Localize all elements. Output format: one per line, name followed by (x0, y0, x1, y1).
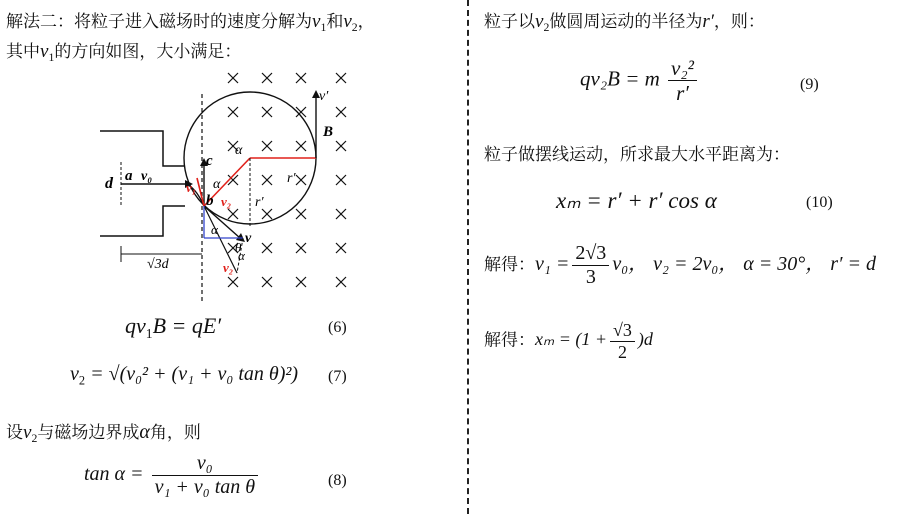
cycloid-statement: 粒子做摆线运动，所求最大水平距离为： (484, 145, 790, 165)
field-cross (336, 141, 346, 151)
label-vprime: v′ (319, 89, 329, 104)
field-cross (336, 175, 346, 185)
equation-10: xₘ = r′ + r′ cos α (556, 188, 717, 213)
field-cross (228, 277, 238, 287)
angle-statement: 设$v_2$与磁场边界成α角，则 (6, 421, 201, 446)
label-alpha-2: α (235, 143, 243, 158)
field-cross (296, 175, 306, 185)
field-cross (262, 243, 272, 253)
label-a: a (125, 168, 133, 184)
label-alpha-4: α (238, 248, 245, 263)
physics-diagram (95, 66, 365, 304)
field-cross (228, 73, 238, 83)
label-v2b: v₂ (223, 260, 234, 275)
column-divider (467, 0, 469, 514)
field-cross (336, 107, 346, 117)
field-cross (296, 277, 306, 287)
label-c: c (206, 153, 213, 169)
field-cross (336, 243, 346, 253)
label-width: √3d (147, 257, 169, 272)
field-cross (262, 175, 272, 185)
label-alpha-1: α (213, 177, 221, 192)
field-cross (228, 209, 238, 219)
equation-8-tag: (8) (328, 472, 347, 489)
equation-6-tag: (6) (328, 319, 347, 336)
equation-8: tan α = $\frac{\text{v₀}}{\text{v₁ + v₀ tan θ}}$ (84, 452, 261, 499)
label-r1: r′ (255, 195, 264, 210)
solution-2: 解得：xₘ = (1 + $\frac{√3}{2}$ )d (484, 320, 653, 362)
radius-statement: 粒子以$v_2$做圆周运动的半径为r′，则： (484, 11, 765, 35)
equation-7: $v_2 = √(v_0^2 + (v_1 + v_0$ tan θ)²) (70, 363, 299, 388)
field-cross (296, 209, 306, 219)
label-r2: r′ (287, 171, 296, 186)
equation-7-tag: (7) (328, 368, 347, 385)
field-cross (296, 141, 306, 151)
field-cross (228, 107, 238, 117)
field-cross (262, 73, 272, 83)
label-d: d (105, 175, 113, 192)
label-alpha-3: α (211, 222, 218, 237)
field-cross (262, 141, 272, 151)
label-b: b (206, 193, 214, 209)
field-cross (336, 209, 346, 219)
label-B: B (323, 124, 334, 140)
intro-line-1: 解法二：将粒子进入磁场时的速度分解为$v_1$和$v_2$， (6, 11, 375, 35)
equation-9: qv₂B = m $\frac{\text{v₂²}}{r'}$ (580, 56, 700, 105)
label-theta: θ (235, 240, 242, 255)
field-cross (296, 73, 306, 83)
equation-6: $qv_1B = qE'$ (125, 313, 222, 341)
label-v0: v₀ (141, 169, 153, 184)
label-v1: v₁ (186, 180, 197, 195)
field-cross (296, 243, 306, 253)
field-cross (262, 277, 272, 287)
field-cross (336, 73, 346, 83)
intro-line-2: 其中$v_1$的方向如图，大小满足： (6, 41, 242, 65)
solution-1: 解得：v₁ = $\frac{2√3}{3}$ v₀， v₂ = 2v₀， α = 30°， r′ = d (484, 242, 876, 288)
equation-10-tag: (10) (806, 194, 833, 211)
equation-9-tag: (9) (800, 76, 819, 93)
field-cross (336, 277, 346, 287)
field-cross (262, 107, 272, 117)
label-v: v (245, 231, 252, 246)
label-v2: v₂ (221, 194, 232, 209)
field-cross (262, 209, 272, 219)
